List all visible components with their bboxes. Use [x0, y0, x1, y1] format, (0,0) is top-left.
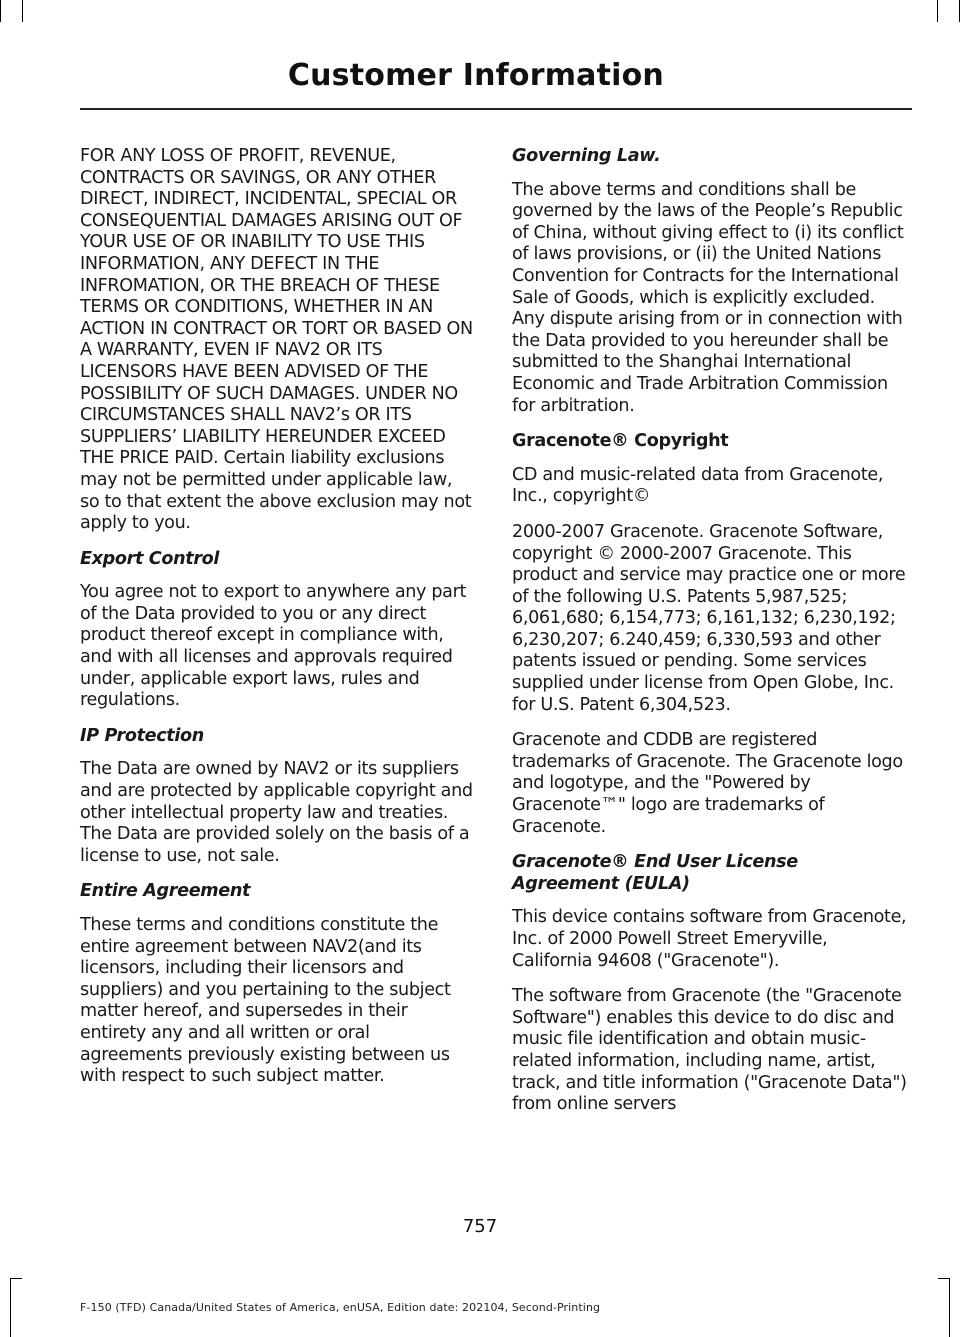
- header-divider: [80, 108, 912, 110]
- paragraph: Gracenote and CDDB are registered trademarks of Gracenote. The Gracenote logo and logotype, and the "Powered by Gracenote™" logo are trademarks of Gracenote.: [512, 730, 903, 837]
- paragraph: The Data are owned by NAV2 or its suppliers and are protected by applicable copyright and other intellectual property law and treaties. The Data are provided solely on the basis of a license to use, not sale.: [80, 759, 473, 866]
- section-heading: Gracenote® End User License Agreement (EULA): [512, 852, 798, 894]
- section-heading: IP Protection: [80, 725, 204, 746]
- crop-mark: [949, 1278, 950, 1337]
- footer-text: F-150 (TFD) Canada/United States of America, enUSA, Edition date: 202104, Second-Printing: [80, 1301, 601, 1314]
- paragraph: The software from Gracenote (the "Gracenote Software") enables this device to do disc and music file identification and obtain music-related information, including name, artist, track, and title information ("Gracenote Data") from online servers: [512, 986, 907, 1115]
- paragraph: CD and music-related data from Gracenote, Inc., copyright©: [512, 464, 884, 507]
- crop-mark: [10, 1278, 22, 1279]
- section-heading: Export Control: [80, 548, 220, 569]
- paragraph: This device contains software from Gracenote, Inc. of 2000 Powell Street Emeryville, California 94608 ("Gracenote").: [512, 907, 907, 971]
- left-column: [80, 146, 475, 1102]
- paragraph: You agree not to export to anywhere any part of the Data provided to you or any direct product thereof except in compliance with, and with all licenses and approvals required under, applicable export laws, rules and regulations.: [80, 582, 467, 711]
- right-column: [512, 146, 907, 1130]
- page-title: Customer Information: [287, 58, 664, 93]
- crop-mark: [22, 0, 23, 22]
- paragraph: The above terms and conditions shall be governed by the laws of the People’s Republic of China, without giving effect to (i) its conflict of laws provisions, or (ii) the United Nations Convention for Contracts for the International Sale of Goods, which is explicitly excluded. Any dispute arising from or in connection with the Data provided to you hereunder shall be submitted to the Shanghai International Economic and Trade Arbitration Commission for arbitration.: [512, 179, 904, 416]
- section-heading: Gracenote® Copyright: [512, 431, 729, 452]
- paragraph: FOR ANY LOSS OF PROFIT, REVENUE, CONTRACTS OR SAVINGS, OR ANY OTHER DIRECT, INDIRECT, INCIDENTAL, SPECIAL OR CONSEQUENTIAL DAMAGES ARISING OUT OF YOUR USE OF OR INABILITY TO USE THIS INFORMATION, ANY DEFECT IN THE INFROMATION, OR THE BREACH OF THESE TERMS OR CONDITIONS, WHETHER IN AN ACTION IN CONTRACT OR TORT OR BASED ON A WARRANTY, EVEN IF NAV2 OR ITS LICENSORS HAVE BEEN ADVISED OF THE POSSIBILITY OF SUCH DAMAGES. UNDER NO CIRCUMSTANCES SHALL NAV2’s OR ITS SUPPLIERS’ LIABILITY HEREUNDER EXCEED THE PRICE PAID. Certain liability exclusions may not be permitted under applicable law, so to that extent the above exclusion may not apply to you.: [80, 146, 473, 534]
- section-heading: Entire Agreement: [80, 881, 251, 902]
- paragraph: 2000-2007 Gracenote. Gracenote Software, copyright © 2000-2007 Gracenote. This product and service may practice one or more of the following U.S. Patents 5,987,525; 6,061,680; 6,154,773; 6,161,132; 6,230,192; 6,230,207; 6.240,459; 6,330,593 and other patents issued or pending. Some services supplied under license from Open Globe, Inc. for U.S. Patent 6,304,523.: [512, 521, 906, 715]
- page-number: 757: [462, 1216, 498, 1237]
- paragraph: These terms and conditions constitute the entire agreement between NAV2(and its licensors, including their licensors and suppliers) and you pertaining to the subject matter hereof, and supersedes in their entirety any and all written or oral agreements previously existing between us with respect to such subject matter.: [80, 915, 451, 1087]
- crop-mark: [0, 0, 1, 22]
- crop-mark: [937, 0, 938, 22]
- section-heading: Governing Law.: [512, 146, 661, 166]
- crop-mark: [10, 1278, 11, 1337]
- crop-mark: [938, 1278, 950, 1279]
